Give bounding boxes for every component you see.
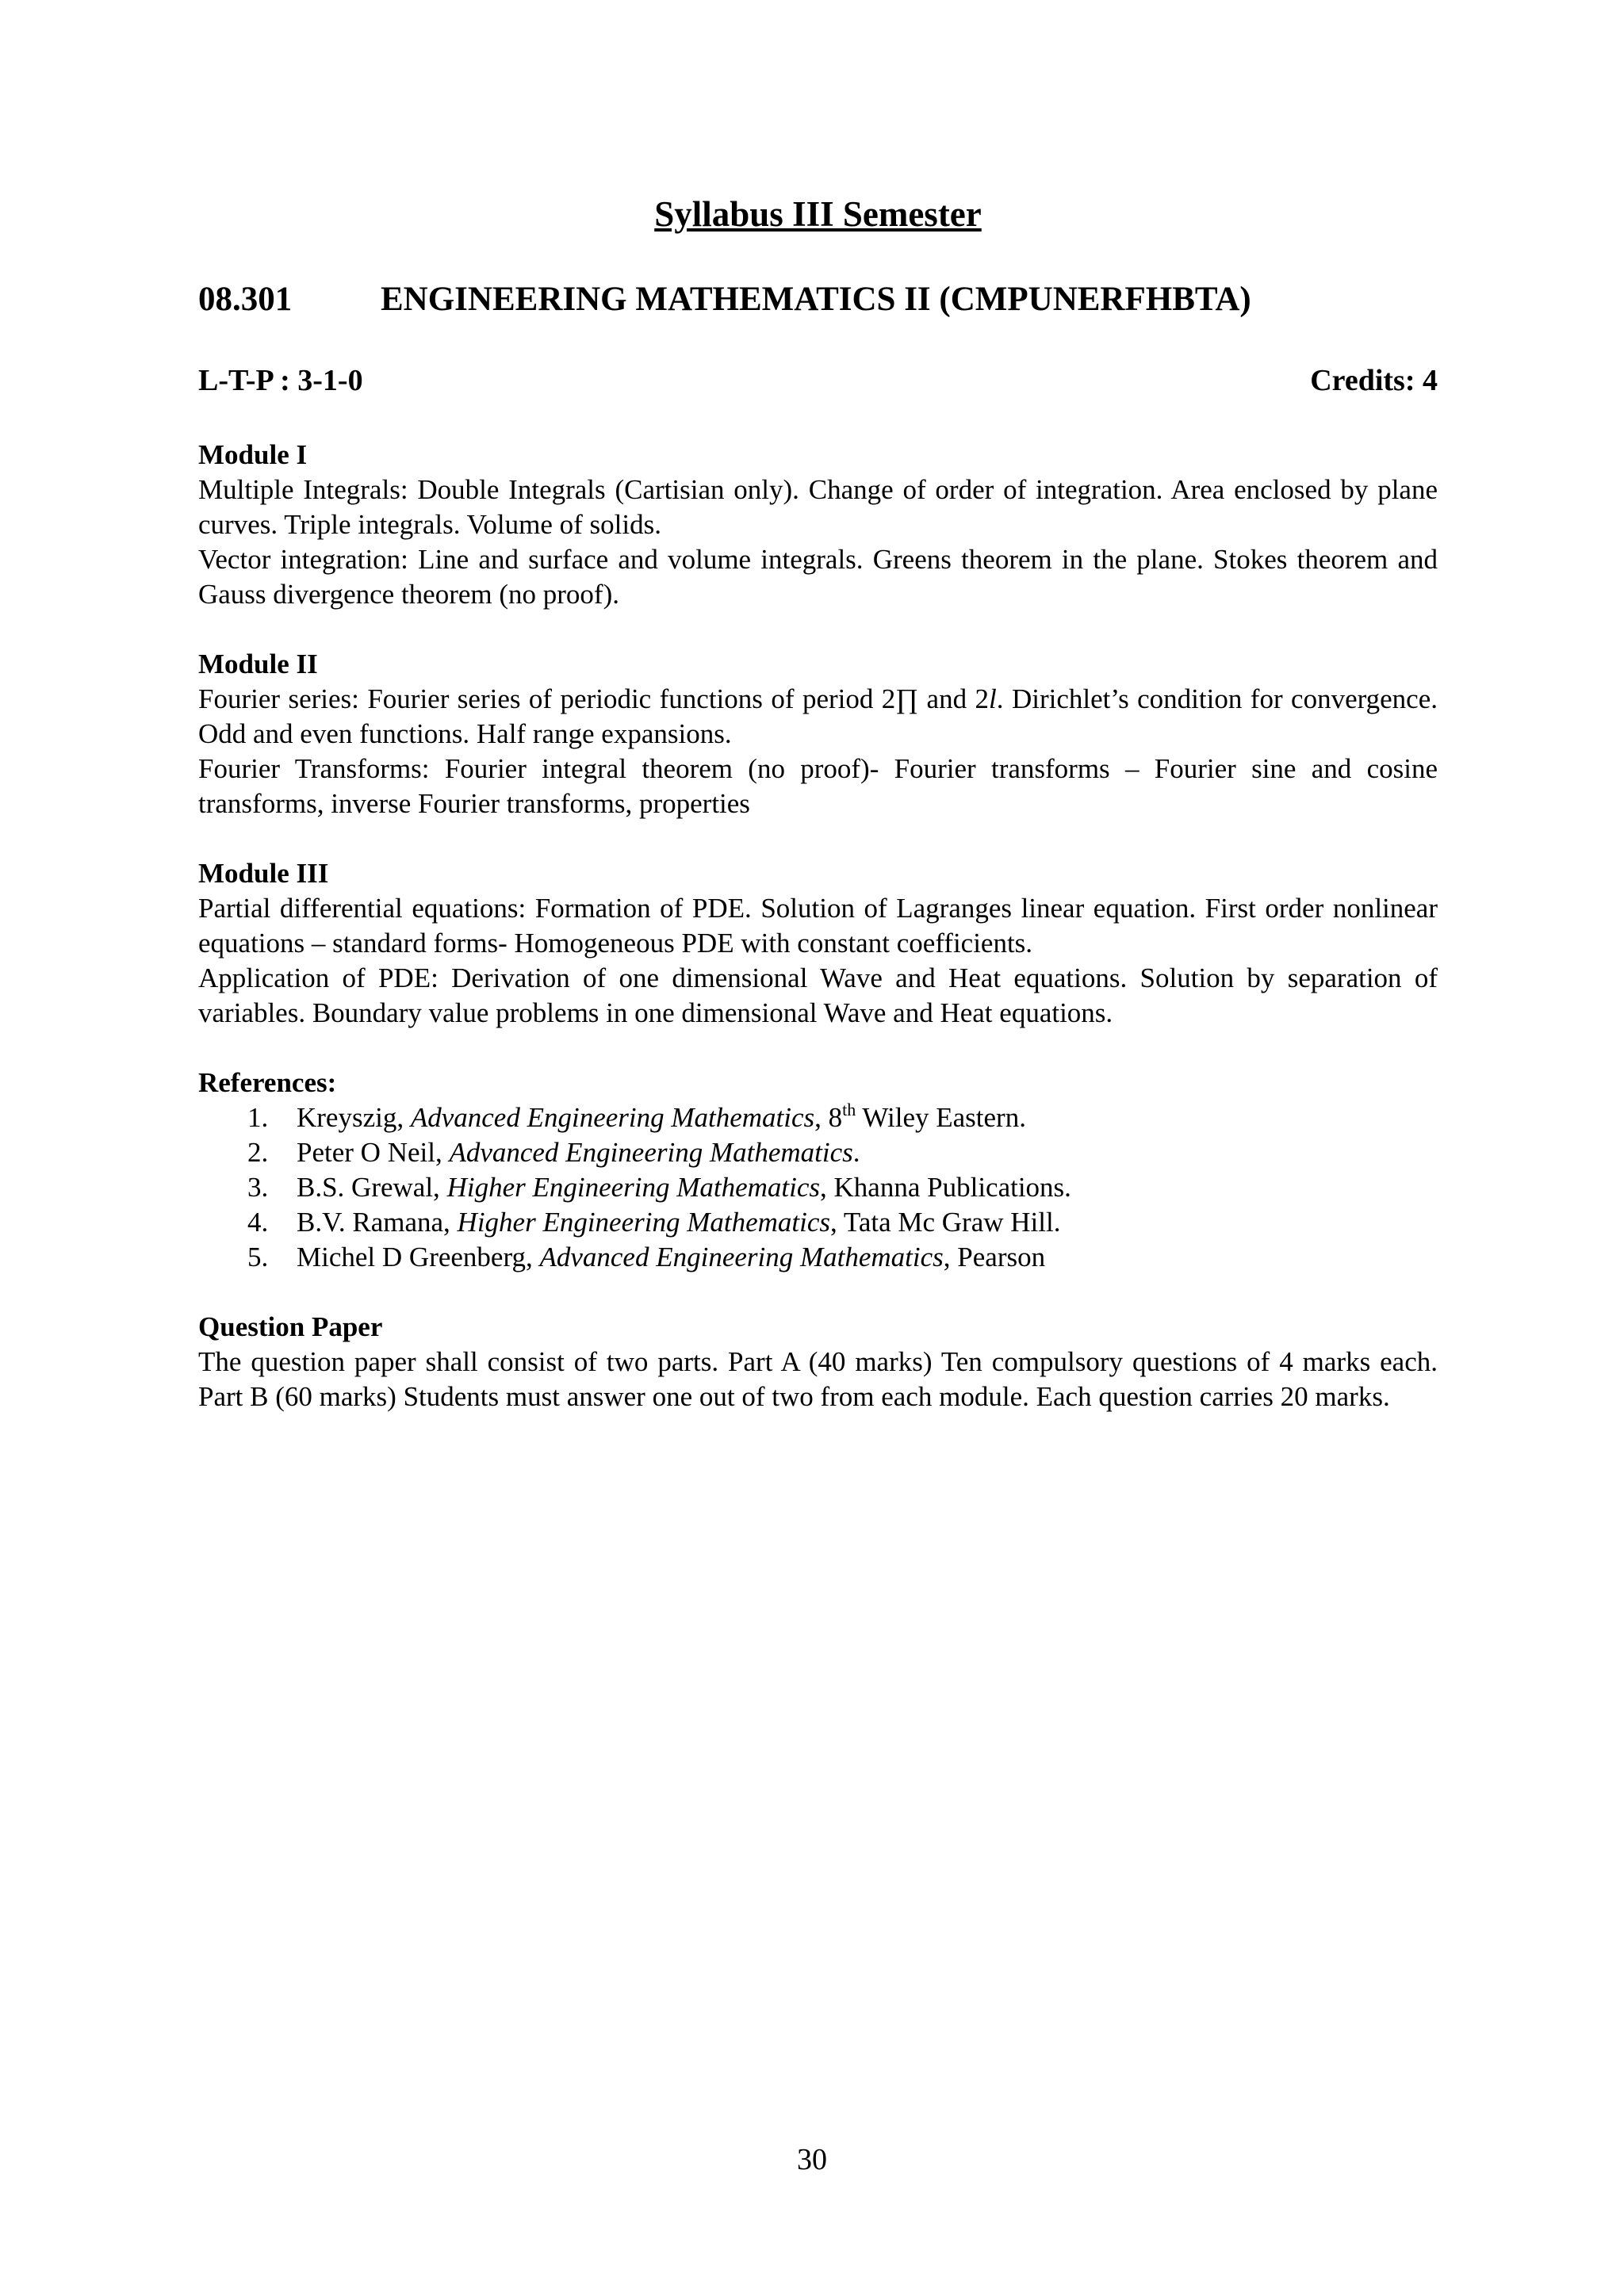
reference-item	[247, 1240, 1438, 1275]
reference-book-title: Advanced Engineering Mathematics	[410, 1102, 815, 1133]
reference-number: 5.	[247, 1242, 269, 1272]
reference-author: B.V. Ramana,	[297, 1207, 458, 1238]
module-2	[198, 647, 1438, 821]
course-title: ENGINEERING MATHEMATICS II (CMPUNERFHBTA)	[381, 281, 1251, 318]
module-paragraph: Multiple Integrals: Double Integrals (Cartisian only). Change of order of integration. Area enclosed by plane curves. Triple integrals. Volume of solids.	[198, 474, 1438, 540]
reference-text	[297, 1100, 1026, 1135]
ltp-label: L-T-P : 3-1-0	[198, 364, 363, 397]
reference-text	[297, 1170, 1071, 1205]
module-paragraph: Fourier Transforms: Fourier integral theorem (no proof)- Fourier transforms – Fourier sine and cosine transforms, inverse Fourier transforms, properties	[198, 753, 1438, 819]
reference-number: 2.	[247, 1137, 269, 1168]
reference-book-title: Higher Engineering Mathematics	[446, 1172, 821, 1203]
question-paper-section	[198, 1310, 1438, 1414]
page-content	[198, 190, 1438, 1449]
question-paper-title: Question Paper	[198, 1311, 383, 1342]
reference-author: Michel D Greenberg,	[297, 1242, 540, 1272]
module-title: Module I	[198, 439, 308, 470]
reference-number: 1.	[247, 1102, 269, 1133]
module-title: Module III	[198, 858, 329, 889]
reference-text	[297, 1240, 1045, 1275]
reference-author: Peter O Neil,	[297, 1137, 450, 1168]
reference-author: B.S. Grewal,	[297, 1172, 447, 1203]
reference-detail: Wiley Eastern.	[856, 1102, 1026, 1133]
module-paragraph: Application of PDE: Derivation of one dimensional Wave and Heat equations. Solution by separation of variables. Boundary value problems in one dimensional Wave and Heat equations.	[198, 962, 1438, 1028]
module-1	[198, 438, 1438, 612]
ltp-credits-row	[198, 362, 1438, 400]
reference-superscript: th	[842, 1100, 856, 1119]
text-run-italic: l	[989, 683, 997, 714]
reference-item	[247, 1135, 1438, 1170]
semester-title: Syllabus III Semester	[654, 194, 982, 234]
reference-number: 3.	[247, 1172, 269, 1203]
reference-text	[297, 1205, 1060, 1240]
course-header	[198, 277, 1438, 322]
module-paragraph: Partial differential equations: Formation of PDE. Solution of Lagranges linear equation. First order nonlinear equations – standard forms- Homogeneous PDE with constant coefficients.	[198, 893, 1438, 959]
module-3	[198, 856, 1438, 1031]
module-paragraph: Vector integration: Line and surface and volume integrals. Greens theorem in the plane. Stokes theorem and Gauss divergence theorem (no proof).	[198, 544, 1438, 610]
text-run: Fourier series: Fourier series of periodic functions of period 2∏ and 2	[198, 683, 990, 714]
reference-item	[247, 1170, 1438, 1205]
credits-label: Credits: 4	[1310, 364, 1438, 397]
reference-detail: , Pearson	[943, 1242, 1046, 1272]
reference-number: 4.	[247, 1207, 269, 1238]
references-list	[198, 1100, 1438, 1275]
course-code: 08.301	[198, 281, 293, 318]
reference-author: Kreyszig,	[297, 1102, 411, 1133]
reference-item	[247, 1205, 1438, 1240]
reference-detail: , Tata Mc Graw Hill.	[830, 1207, 1061, 1238]
reference-text	[297, 1135, 860, 1170]
question-paper-text: The question paper shall consist of two parts. Part A (40 marks) Ten compulsory questions of 4 marks each. Part B (60 marks) Students must answer one out of two from each module. Each question carries 20 marks.	[198, 1346, 1438, 1412]
references-title: References:	[198, 1067, 337, 1098]
module-paragraph	[198, 682, 1438, 752]
reference-item	[247, 1100, 1438, 1135]
reference-book-title: Advanced Engineering Mathematics	[449, 1137, 853, 1168]
page-number: 30	[797, 2143, 827, 2176]
reference-book-title: Higher Engineering Mathematics	[457, 1207, 831, 1238]
module-title: Module II	[198, 649, 318, 679]
reference-detail: , Khanna Publications.	[820, 1172, 1071, 1203]
reference-detail: , 8	[814, 1102, 843, 1133]
reference-book-title: Advanced Engineering Mathematics	[539, 1242, 944, 1272]
text-run: . Dirichlet’s condition for convergence. Odd and even functions. Half range expansions.	[198, 683, 1438, 749]
reference-detail: .	[852, 1137, 860, 1168]
